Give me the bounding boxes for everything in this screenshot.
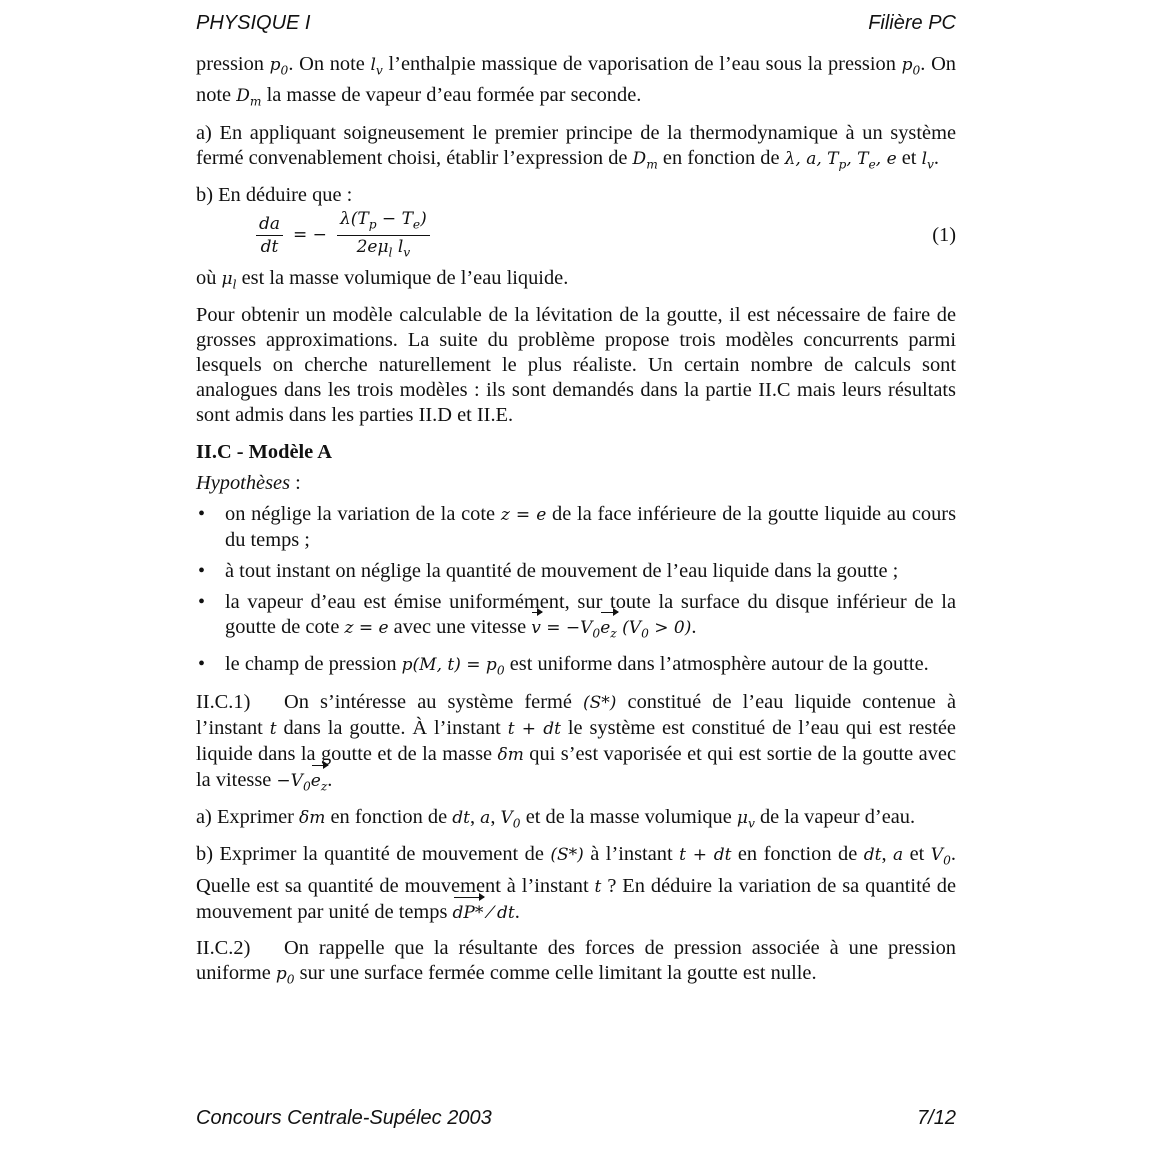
page-body xyxy=(196,52,956,998)
header-track: Filière PC xyxy=(868,12,956,34)
question-c1: II.C.1) On s’intéresse au système fermé (S*) constitué de l’eau liquide contenue à l’instant t dans la goutte. À l’instant t + dt le système est constitué de l’eau qui est restée liquide dans la goutte et de la masse δm qui s’est vaporisée et qui est sortie de la goutte avec la vitesse $-V_0e_z$. xyxy=(196,690,956,799)
equation-lhs: $\frac{da}{dt}$ xyxy=(256,213,283,258)
hypotheses-label: Hypothèses : xyxy=(196,472,301,495)
list-item: • le champ de pression p(M, $t) = p_0$ est uniforme dans l’atmosphère autour de la goutte. xyxy=(196,652,956,683)
equation-1 xyxy=(196,210,956,262)
paragraph-mu: où $\mu_l$ est la masse volumique de l’eau liquide. xyxy=(196,266,569,292)
header-subject: PHYSIQUE I xyxy=(196,12,311,34)
equation-operator: = − xyxy=(293,225,327,246)
section-heading: II.C - Modèle A xyxy=(196,441,332,464)
page-footer xyxy=(196,1107,956,1130)
document-page xyxy=(196,0,956,1152)
paragraph-pressure: pression $p_0$. On note $l_v$ l’enthalpie massique de vaporisation de l’eau sous la pression $p_0$. On note $D_m$ la masse de vapeur d’eau formée par seconde. xyxy=(196,53,956,109)
list-item: • la vapeur d’eau est émise uniformément, sur toute la surface du disque inférieur de la goutte de cote z = e avec une vitesse $v = -V_0e_z$ $(V_0 > 0)$. xyxy=(196,590,956,646)
question-c2: II.C.2) On rappelle que la résultante des forces de pression associée à une pression uniforme $p_0$ sur une surface fermée comme celle limitant la goutte est nulle. xyxy=(196,936,956,986)
paragraph-models: Pour obtenir un modèle calculable de la lévitation de la goutte, il est nécessaire de faire de grosses approximations. La suite du problème propose trois modèles concurrents parmi lesquels on cherche naturellement le plus réaliste. Un certain nombre de calculs sont analogues dans les trois modèles : ils sont demandés dans la partie II.C mais leurs résultats sont admis dans les parties II.D et II.E. xyxy=(196,304,956,427)
equation-number: (1) xyxy=(932,224,956,247)
list-item: • on néglige la variation de la cote z = e de la face inférieure de la goutte liquide au cours du temps ; xyxy=(196,502,956,553)
question-c1b: b) Exprimer la quantité de mouvement de (S*) à l’instant t + dt en fonction de dt, a et $V_0$. Quelle est sa quantité de mouvement à l’instant t ? En déduire la variation de sa quantité de mouvement par unité de temps dP* ⁄ dt. xyxy=(196,842,956,925)
question-a: a) En appliquant soigneusement le premier principe de la thermodynamique à un système fermé convenablement choisi, établir l’expression de $D_m$ en fonction de λ, a, $T_p$, $T_e$, e et $l_v$. xyxy=(196,121,956,171)
footer-page-number: 7/12 xyxy=(917,1107,956,1129)
footer-exam-name: Concours Centrale-Supélec 2003 xyxy=(196,1107,492,1129)
hypotheses-list xyxy=(196,502,956,684)
question-c1a: a) Exprimer δm en fonction de dt, a, $V_0$ et de la masse volumique $\mu_v$ de la vapeur d’eau. xyxy=(196,805,916,831)
list-item: • à tout instant on néglige la quantité de mouvement de l’eau liquide dans la goutte ; xyxy=(196,559,956,584)
question-b: b) En déduire que : xyxy=(196,183,353,206)
page-header xyxy=(196,12,956,35)
equation-rhs: $\frac{\lambda(T_p - T_e)}{2e\mu_l l_v}$ xyxy=(337,208,430,264)
